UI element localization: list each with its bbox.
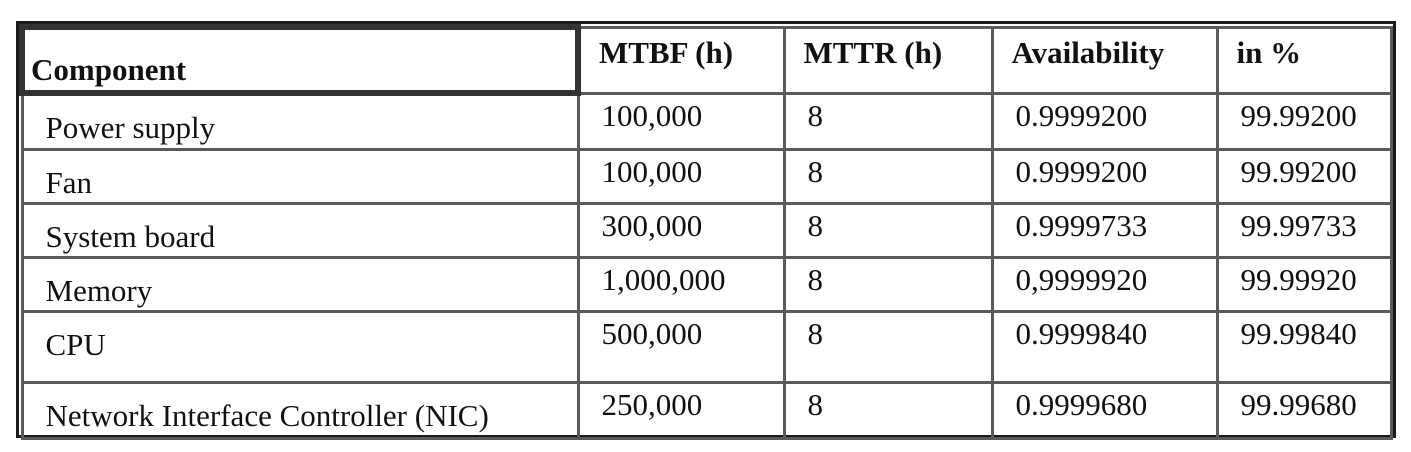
cell-availability: 0.9999840: [992, 311, 1217, 382]
header-mtbf: MTBF (h): [578, 27, 784, 93]
table-row: [22, 93, 1392, 149]
table-row: [22, 203, 1392, 257]
table-row: [22, 311, 1392, 382]
cell-percent: 99.99920: [1217, 257, 1392, 311]
header-percent: in %: [1217, 27, 1392, 93]
cell-availability: 0.9999200: [992, 149, 1217, 203]
cell-availability: 0.9999200: [992, 93, 1217, 149]
cell-component: Network Interface Controller (NIC): [22, 382, 578, 438]
cell-availability: 0.9999733: [992, 203, 1217, 257]
cell-component: Fan: [22, 149, 578, 203]
cell-mtbf: 300,000: [578, 203, 784, 257]
cell-mttr: 8: [784, 203, 992, 257]
cell-mtbf: 100,000: [578, 93, 784, 149]
cell-percent: 99.99200: [1217, 149, 1392, 203]
cell-mttr: 8: [784, 311, 992, 382]
header-component: Component: [22, 27, 578, 93]
availability-table: [19, 24, 1393, 440]
cell-component: CPU: [22, 311, 578, 382]
table-header-row: [22, 27, 1392, 93]
cell-mttr: 8: [784, 149, 992, 203]
cell-mtbf: 1,000,000: [578, 257, 784, 311]
table-row: [22, 149, 1392, 203]
cell-mtbf: 100,000: [578, 149, 784, 203]
cell-component: Memory: [22, 257, 578, 311]
cell-component: Power supply: [22, 93, 578, 149]
cell-percent: 99.99680: [1217, 382, 1392, 438]
cell-percent: 99.99200: [1217, 93, 1392, 149]
cell-availability: 0.9999680: [992, 382, 1217, 438]
cell-mttr: 8: [784, 93, 992, 149]
cell-component: System board: [22, 203, 578, 257]
header-mttr: MTTR (h): [784, 27, 992, 93]
header-availability: Availability: [992, 27, 1217, 93]
cell-mtbf: 250,000: [578, 382, 784, 438]
availability-table-container: [16, 21, 1396, 438]
cell-percent: 99.99840: [1217, 311, 1392, 382]
table-row: [22, 257, 1392, 311]
cell-percent: 99.99733: [1217, 203, 1392, 257]
cell-mttr: 8: [784, 382, 992, 438]
cell-mtbf: 500,000: [578, 311, 784, 382]
table-row: [22, 382, 1392, 438]
cell-mttr: 8: [784, 257, 992, 311]
cell-availability: 0,9999920: [992, 257, 1217, 311]
